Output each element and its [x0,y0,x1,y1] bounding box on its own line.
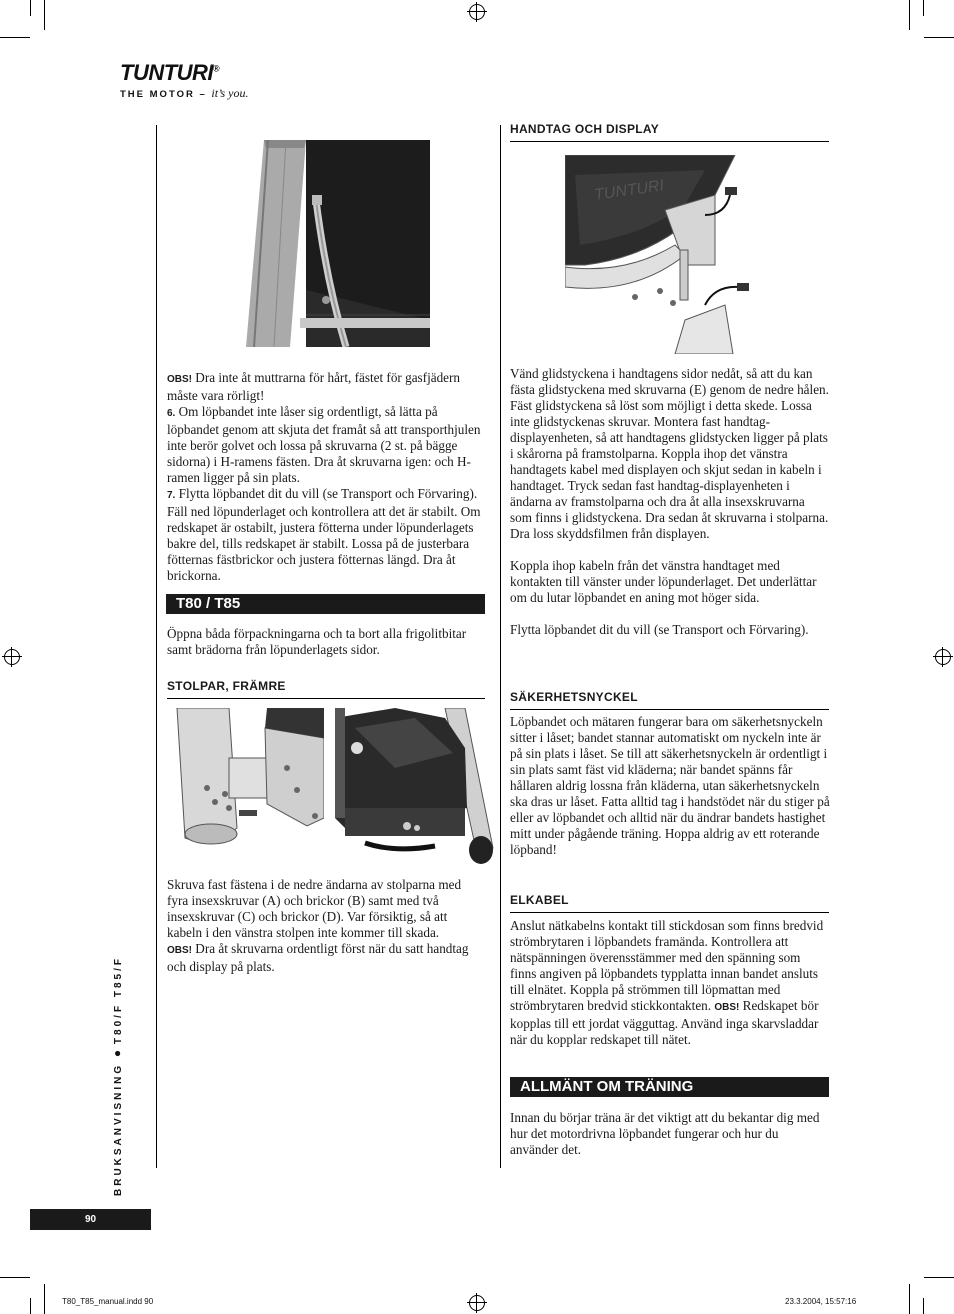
step-6: 6. Om löpbandet inte låser sig ordentligt, så lätta på löpbandet genom att skjuta det framåt så att transporthjulen inte berör golvet och lossa på skruvarna (2 st. på bägge sidorna) i H-ramens fästen. Dra åt skruvarna igen: och H-ramen ligger på sin plats. [167,404,481,485]
crop-mark [44,1284,45,1314]
section-bar-allmant: ALLMÄNT OM TRÄNING [510,1077,829,1097]
bullet-icon: ● [110,1049,124,1058]
footer-date: 23.3.2004, 15:57:16 [785,1297,857,1306]
crop-mark [30,1298,31,1314]
gas-spring-frame-illustration [246,140,430,347]
subhead-handtag-display: HANDTAG OCH DISPLAY [510,122,829,142]
obs-label: OBS! [167,374,192,385]
obs-note-1: OBS! Dra inte åt muttrarna för hårt, fästet för gasfjädern måste vara rörligt! [167,370,461,403]
svg-text:TUNTURI: TUNTURI [593,177,666,204]
registration-mark-icon [935,649,951,665]
crop-mark [0,1277,30,1278]
tagline-main: THE MOTOR – [120,89,212,100]
crop-mark [924,37,954,38]
step-number: 6. [167,408,176,419]
crop-mark [923,1298,924,1314]
registration-mark-icon [469,4,485,20]
crop-mark [44,0,45,30]
subhead-elkabel: ELKABEL [510,893,829,913]
step-number: 7. [167,490,176,501]
brand-tagline [120,86,249,101]
side-label: BRUKSANVISNING ● T80/F T85/F [110,956,124,1196]
handtag-paragraph-2: Koppla ihop kabeln från det vänstra handtaget med kontakten till vänster under löpunderlaget. Det underlättar om du lutar löpbandet en aning mot höger sida. [510,558,817,605]
column-rule-left [156,125,157,1168]
registration-mark-icon [4,649,20,665]
handlebar-display-illustration [565,155,771,354]
brand-logo [120,60,249,101]
crop-mark [909,0,910,30]
crop-mark [924,1277,954,1278]
subhead-stolpar: STOLPAR, FRÄMRE [167,679,485,699]
footer-file: T80_T85_manual.indd 90 [62,1297,154,1306]
registered-mark: ® [213,63,220,74]
left-column-text [167,370,485,584]
crop-mark [0,37,30,38]
screw-paragraph: Skruva fast fästena i de nedre ändarna av stolparna med fyra insexskruvar (A) och brickor (B) samt med två insexskruvar (C) och brickor (D). Var försiktig, så att kabeln i den vänstra stolpen inte kommer till skada. [167,877,462,940]
figure-handlebar-display [565,155,771,354]
right-column-text [510,366,830,638]
figure-post-bottom-right [335,708,494,866]
obs-note-2: OBS! Dra åt skruvarna ordentligt först när du satt handtag och display på plats. [167,941,469,974]
left-column-text-2 [167,877,485,975]
tagline-italic: it’s you. [211,86,249,100]
crop-mark [30,0,31,16]
post-bottom-illustration [167,708,324,864]
obs-label: OBS! [167,945,192,956]
intro-paragraph: Öppna båda förpackningarna och ta bort alla frigolitbitar samt brädorna från löpunderlagets sidor. [167,626,467,657]
figure-post-bottom-left [167,708,324,864]
obs-label: OBS! [714,1002,740,1013]
handtag-paragraph-1: Vänd glidstyckena i handtagens sidor nedåt, så att du kan fästa glidstyckena med skruvarna (E) genom de nedre hålen. Fäst glidstyckena så löst som möjligt i detta skede. Lossa inte glidstyckenas skruvar. Montera fast handtag-displayenheten, så att handtagens glidstycken ligger på plats i skårorna på framstolparna. Koppla ihop det vänstra handtagets kabel med displayen och skjut sedan in kabeln i handtaget. Tryck sedan fast handtag-displayenheten i ändarna av framstolparna och dra åt alla insexskruvarna som finns i glidstyckena. Dra sedan åt skruvarna i stolparna. Dra loss skyddsfilmen från displayen. [510,366,829,541]
column-rule-middle [500,125,501,1168]
allmant-paragraph: Innan du börjar träna är det viktigt att du bekantar dig med hur det motordrivna löpbandet fungerar och hur du använder det. [510,1110,820,1157]
section-bar-t80-t85: T80 / T85 [166,594,485,614]
motor-cover-illustration [335,708,494,866]
step-7: 7. Flytta löpbandet dit du vill (se Transport och Förvaring). Fäll ned löpunderlaget och kontrollera att det är stabilt. Om redskapet är ostabilt, justera fötterna under löpunderlagets bakre del, tills redskapet är stabilt. Lossa på de justerbara fötternas fästbrickor och justera fötternas längd. Dra åt brickorna. [167,486,481,583]
registration-mark-icon [469,1295,485,1311]
subhead-sakerhetsnyckel: SÄKERHETSNYCKEL [510,690,829,710]
brand-name: TUNTURI [120,60,214,85]
figure-gas-spring-frame [246,140,430,347]
crop-mark [923,0,924,16]
sakerhet-paragraph: Löpbandet och mätaren fungerar bara om säkerhetsnyckeln sitter i låset; bandet stannar automatiskt om nyckeln inte är på sin plats i låset. Se till att säkerhetsnyckeln är ordentligt i sin plats samt fäst vid kläderna; när bandet spänns får hållaren aldrig lossna från kläderna, utan säkerhetsnyckeln ska dras ur låset. Fatta alltid tag i handstödet när du stiger på eller av löpbandet och alltid när du ändrar bandets hastighet mitt under pågående träning. Hoppa aldrig av ett roterande löpband! [510,714,830,857]
elkabel-paragraph: Anslut nätkabelns kontakt till stickdosan som finns bredvid strömbrytaren i löpbandets framända. Kontrollera att nätspänningen överensstämmer med den spänning som finns angiven på löpbandets typplatta innan bandet ansluts till elnätet. Koppla på strömmen till löpmattan med strömbrytaren bredvid stickkontakten. OBS! Redskapet bör kopplas till ett jordat vägguttag. Använd inga skarvsladdar när du kopplar redskapet till nätet. [510,918,824,1047]
handtag-paragraph-3: Flytta löpbandet dit du vill (se Transport och Förvaring). [510,622,809,637]
page-number: 90 [30,1209,151,1230]
crop-mark [909,1284,910,1314]
